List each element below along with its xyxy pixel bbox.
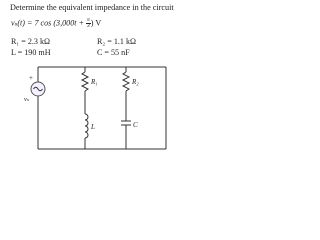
source-equation-lhs: vₛ(t) = 7 cos (3,000t +: [11, 18, 87, 28]
pi-over-three: $\frac{\pi}{3}$: [87, 17, 90, 29]
source-label: vₛ: [24, 96, 30, 103]
l-value: L = 190 mH: [11, 48, 51, 57]
circuit-diagram: [0, 0, 200, 156]
r2-resistor: [123, 72, 129, 91]
r1-value: R₁ = 2.3 kΩ: [11, 37, 51, 46]
c-label: C: [133, 121, 138, 129]
r1-resistor: [82, 72, 88, 91]
l-label: L: [91, 123, 95, 131]
problem-title: Determine the equivalent impedance in the circuit: [10, 3, 174, 12]
r2-value: R₂ = 1.1 kΩ: [97, 37, 137, 46]
c-value: C = 55 nF: [97, 48, 130, 57]
r2-label: R₂: [132, 78, 139, 86]
source-equation-rhs: ) V: [90, 18, 102, 28]
r1-label: R₁: [91, 78, 98, 86]
inductor-coil: [85, 114, 88, 138]
source-plus-sign: +: [29, 74, 33, 82]
